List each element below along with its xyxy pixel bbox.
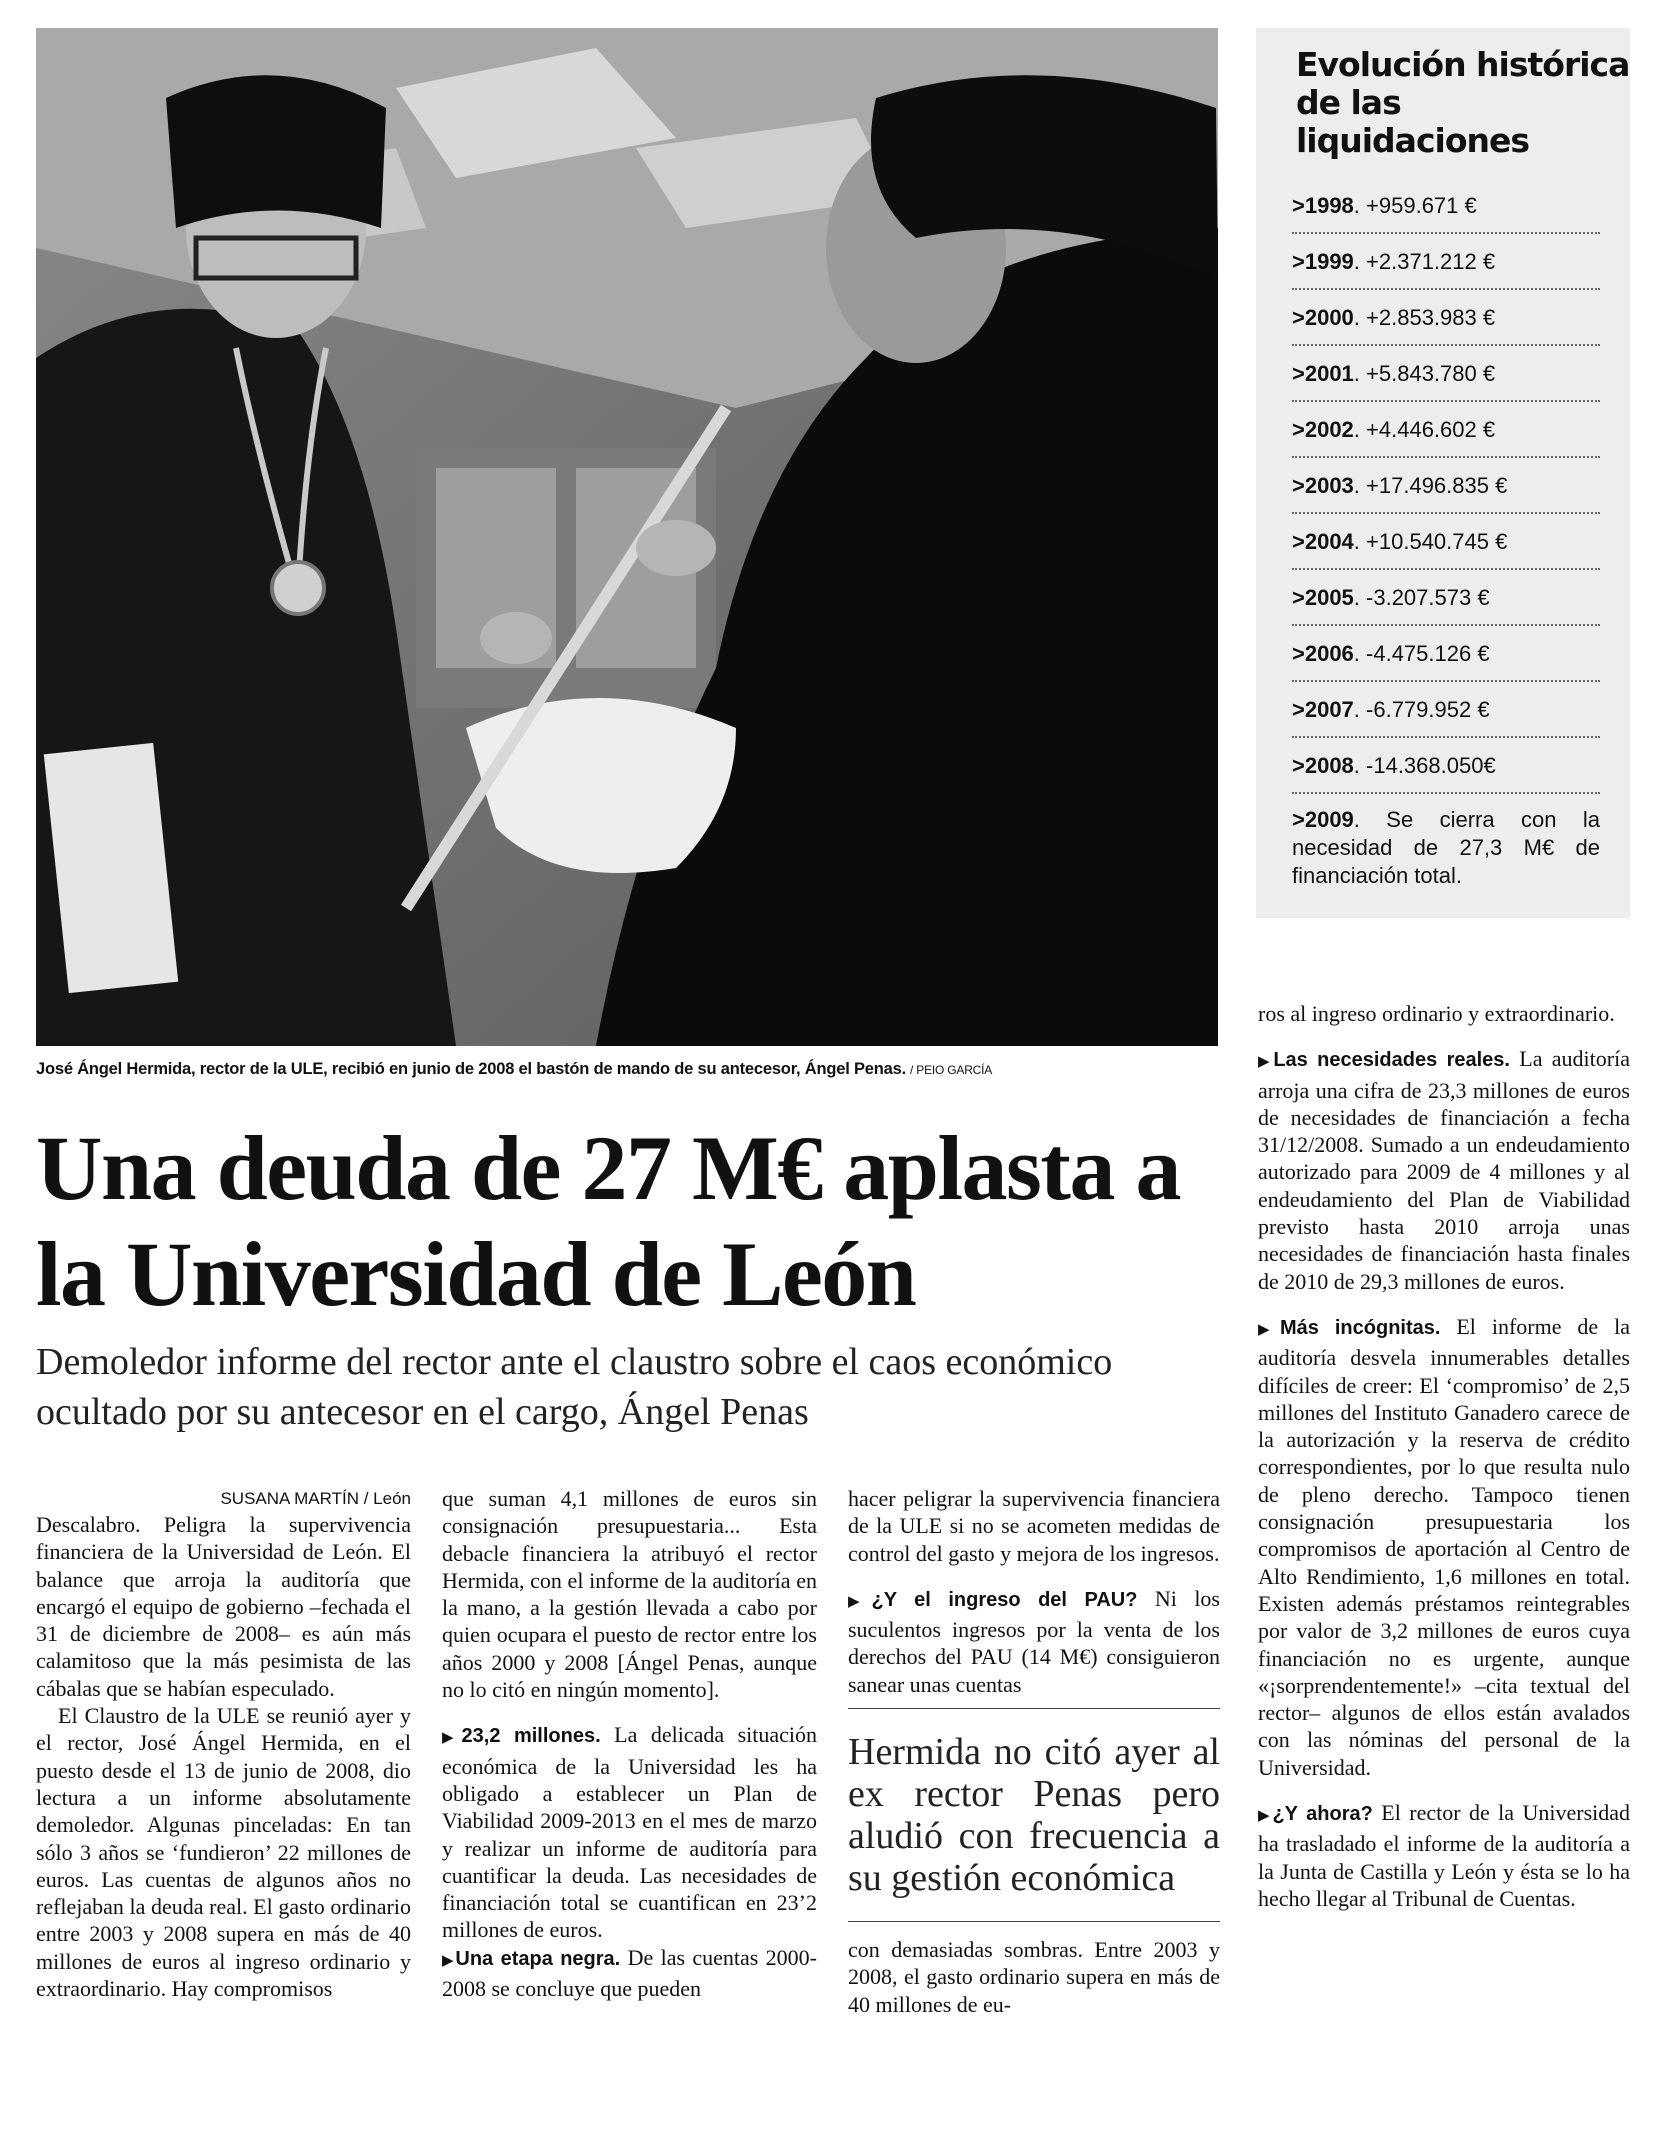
liquidation-year: >2003 — [1292, 473, 1354, 498]
article-headline: Una deuda de 27 M€ aplasta a la Universidad de León — [36, 1117, 1180, 1325]
section-text: El rector de la Universidad ha trasladado el informe de la auditoría a la Junta de Castilla y León y ésta se lo ha hecho llegar al Tribunal de Cuentas. — [1258, 1800, 1631, 1911]
liquidation-year: >2000 — [1292, 305, 1354, 330]
news-photo — [36, 28, 1218, 1046]
liquidation-row — [1292, 346, 1600, 402]
liquidation-value: . -3.207.573 € — [1353, 585, 1490, 610]
liquidation-final-year: >2009 — [1292, 807, 1354, 832]
pullquote: Hermida no citó ayer al ex rector Penas pero aludió con frecuencia a su gestión económica — [848, 1731, 1220, 1900]
section-lead: Una etapa negra. — [455, 1947, 621, 1970]
article-column-2 — [442, 1485, 817, 2002]
section-lead: ¿Y el ingreso del PAU? — [871, 1588, 1138, 1611]
section-text: La auditoría arroja una cifra de 23,3 millones de euros de necesidades de financiación a fecha 31/12/2008. Sumado a un endeudamiento autorizado para 2009 de 4 millones y al endeudamiento del Plan de Viabilidad previsto hasta 2010 arroja unas necesidades de financiación hasta finales de 2010 de 29,3 millones de euros. — [1258, 1046, 1630, 1294]
article-column-4 — [1258, 1000, 1630, 1912]
liquidation-final-text: . Se cierra con la necesidad de 27,3 M€ de financiación total. — [1292, 807, 1600, 888]
liquidation-row — [1292, 626, 1600, 682]
photo-caption — [36, 1060, 1218, 1079]
section-lead: Más incógnitas. — [1279, 1316, 1441, 1339]
article-column-3 — [848, 1485, 1220, 2018]
liquidation-row — [1292, 738, 1600, 794]
article-paragraph: hacer peligrar la supervivencia financiera de la ULE si no se acometen medidas de control del gasto y mejora de los ingresos. — [848, 1486, 1220, 1566]
section-text: De las cuentas 2000-2008 se concluye que pueden — [442, 1944, 818, 2002]
photo-credit: / PEIO GARCÍA — [910, 1063, 993, 1077]
sidebar-title — [1296, 46, 1630, 160]
liquidations-list — [1292, 178, 1600, 890]
liquidation-row — [1292, 402, 1600, 458]
arrow-icon: ▶ — [1258, 1054, 1274, 1071]
pullquote-bottom-rule — [848, 1921, 1220, 1922]
ceremony-photo-image — [36, 28, 1218, 1046]
section-y-ahora — [1258, 1799, 1630, 1912]
liquidation-value: . +17.496.835 € — [1353, 473, 1508, 498]
arrow-icon: ▶ — [442, 1952, 456, 1969]
caption-text: José Ángel Hermida, rector de la ULE, recibió en junio de 2008 el bastón de mando de su antecesor, Ángel Penas. — [36, 1060, 906, 1078]
article-paragraph: que suman 4,1 millones de euros sin consignación presupuestaria... Esta debacle financiera la atribuyó el rector Hermida, con el informe de la auditoría en la mano, a la gestión llevada a cabo por quien ocupara el puesto de rector entre los años 2000 y 2008 [Ángel Penas, aunque no lo citó en ningún momento]. — [442, 1486, 817, 1703]
section-etapa-negra — [442, 1944, 817, 2003]
liquidation-value: . +4.446.602 € — [1353, 417, 1496, 442]
article-paragraph: El Claustro de la ULE se reunió ayer y el rector, José Ángel Hermida, en el puesto desde el 13 de junio de 2008, dio lectura a un informe absolutamente demoledor. Algunas pinceladas: En tan sólo 3 años se ‘fundieron’ 22 millones de euros. Las cuentas de algunos años no reflejaban la deuda real. El gasto ordinario entre 2003 y 2008 supera en más de 40 millones de euros al ingreso ordinario y extraordinario. Hay compromisos — [36, 1703, 411, 2002]
liquidation-final-note — [1292, 794, 1600, 890]
liquidation-value: . -4.475.126 € — [1353, 641, 1490, 666]
liquidation-value: . +5.843.780 € — [1353, 361, 1496, 386]
liquidation-year: >2005 — [1292, 585, 1354, 610]
liquidation-value: . -14.368.050€ — [1353, 753, 1496, 778]
liquidation-value: . +2.371.212 € — [1353, 249, 1496, 274]
section-lead: 23,2 millones. — [461, 1725, 601, 1748]
liquidation-year: >2001 — [1292, 361, 1354, 386]
liquidation-value: . -6.779.952 € — [1353, 697, 1490, 722]
section-23-millones — [442, 1721, 817, 1943]
section-text: Ni los suculentos ingresos por la venta de los derechos del PAU (14 M€) consiguieron sanear unas cuentas — [848, 1585, 1220, 1697]
liquidation-year: >2008 — [1292, 753, 1354, 778]
byline: SUSANA MARTÍN / León — [220, 1489, 411, 1508]
liquidation-row — [1292, 290, 1600, 346]
article-column-1 — [36, 1487, 411, 2002]
liquidation-value: . +10.540.745 € — [1353, 529, 1508, 554]
liquidation-value: . +959.671 € — [1353, 193, 1477, 218]
article-paragraph: ros al ingreso ordinario y extraordinario. — [1258, 1001, 1615, 1026]
section-mas-incognitas — [1258, 1313, 1630, 1781]
arrow-icon: ▶ — [848, 1593, 872, 1610]
liquidations-sidebar — [1256, 28, 1630, 918]
liquidation-value: . +2.853.983 € — [1353, 305, 1496, 330]
section-ingreso-pau — [848, 1585, 1220, 1698]
pullquote-top-rule — [848, 1708, 1220, 1709]
sidebar-title-line1: Evolución histórica — [1296, 45, 1630, 84]
liquidation-year: >2002 — [1292, 417, 1354, 442]
liquidation-row — [1292, 570, 1600, 626]
article-subhead: Demoledor informe del rector ante el claustro sobre el caos económico ocultado por su antecesor en el cargo, Ángel Penas — [36, 1341, 1113, 1433]
liquidation-row — [1292, 178, 1600, 234]
section-necesidades-reales — [1258, 1045, 1630, 1295]
section-lead: ¿Y ahora? — [1272, 1803, 1373, 1826]
liquidation-row — [1292, 682, 1600, 738]
liquidation-year: >1998 — [1292, 193, 1354, 218]
liquidation-row — [1292, 458, 1600, 514]
liquidation-year: >2006 — [1292, 641, 1354, 666]
arrow-icon: ▶ — [1258, 1321, 1280, 1338]
arrow-icon: ▶ — [1258, 1808, 1273, 1825]
liquidation-year: >2007 — [1292, 697, 1354, 722]
liquidation-row — [1292, 234, 1600, 290]
article-paragraph: con demasiadas sombras. Entre 2003 y 2008, el gasto ordinario supera en más de 40 millones de eu- — [848, 1937, 1220, 2017]
section-text: El informe de la auditoría desvela innumerables detalles difíciles de creer: El ‘compromiso’ de 2,5 millones del Instituto Ganadero carece de la autorización y la reserva de crédito correspondientes, por lo que resulta nulo de pleno derecho. Tampoco tienen consignación presupuestaria los compromisos de aportación al Centro de Alto Rendimiento, 1,6 millones en total. Existen además préstamos reintegrables por valor de 3,2 millones de euros cuya financiación no es urgente, aunque «¡sorprendentemente!» –cita textual del rector– algunos de ellos están avalados con las nóminas del personal de la Universidad. — [1258, 1313, 1630, 1780]
liquidation-year: >2004 — [1292, 529, 1354, 554]
liquidation-year: >1999 — [1292, 249, 1354, 274]
arrow-icon: ▶ — [442, 1730, 462, 1747]
liquidation-row — [1292, 514, 1600, 570]
article-paragraph: Descalabro. Peligra la supervivencia financiera de la Universidad de León. El balance que arroja la auditoría que encargó el equipo de gobierno –fechada el 31 de diciembre de 2008– es aún más calamitoso que la más pesimista de las cábalas que se habían especulado. — [36, 1512, 411, 1701]
section-lead: Las necesidades reales. — [1273, 1049, 1510, 1072]
sidebar-title-line2: de las liquidaciones — [1296, 83, 1530, 160]
section-text: La delicada situación económica de la Universidad les ha obligado a establecer un Plan de Viabilidad 2009-2013 en el mes de marzo y realizar un informe de auditoría para cuantificar la deuda. Las necesidades de financiación total se cuantifican en 23’2 millones de euros. — [442, 1722, 818, 1943]
